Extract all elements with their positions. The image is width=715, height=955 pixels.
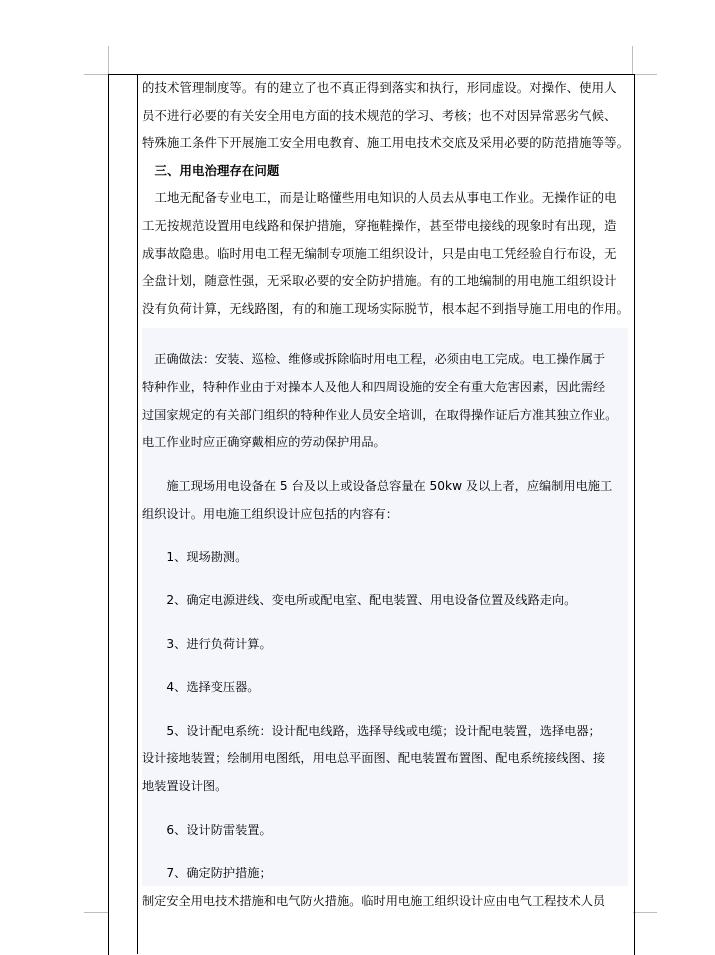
correct-practice-line: 正确做法：安装、巡检、维修或拆除临时用电工程，必须由电工完成。电工操作属于 <box>142 352 606 366</box>
list-item: 6、设计防雷装置。 <box>142 822 272 837</box>
problem-line: 工无按规范设置用电线路和保护措施，穿拖鞋操作，甚至带电接线的现象时有出现，造 <box>142 217 617 233</box>
intro-line: 员不进行必要的有关安全用电方面的技术规范的学习、考核；也不对因异常恶劣气候、 <box>142 107 617 123</box>
problem-line: 全盘计划，随意性强，无采取必要的安全防护措施。有的工地编制的用电施工组织设计 <box>142 273 617 289</box>
list-item: 7、确定防护措施； <box>142 865 272 880</box>
crop-mark-top-right-h <box>633 74 657 75</box>
document-body-upper <box>142 74 630 322</box>
list-item: 2、确定电源进线、变电所或配电室、配电装置、用电设备位置及线路走向。 <box>142 593 577 608</box>
table-column-divider <box>137 74 138 954</box>
crop-mark-top-left-h <box>84 74 108 75</box>
crop-mark-bottom-left-h <box>84 912 108 913</box>
section-heading: 三、用电治理存在问题 <box>142 162 280 178</box>
intro-line: 特殊施工条件下开展施工安全用电教育、施工用电技术交底及采用必要的防范措施等等。 <box>142 135 630 151</box>
correct-practice-line: 特种作业，特种作业由于对操本人及他人和四周设施的安全有重大危害因素，因此需经 <box>142 379 606 394</box>
closing-line: 制定安全用电技术措施和电气防火措施。临时用电施工组织设计应由电气工程技术人员 <box>142 894 606 908</box>
list-item-continuation: 设计接地装置；绘制用电图纸，用电总平面图、配电装置布置图、配电系统接线图、接 <box>142 751 606 766</box>
document-body-lower <box>142 346 630 888</box>
problem-line: 没有负荷计算，无线路图，有的和施工现场实际脱节，根本起不到指导施工用电的作用。 <box>142 300 630 316</box>
list-item-continuation: 地装置设计图。 <box>142 779 228 794</box>
list-item: 3、进行负荷计算。 <box>142 636 272 651</box>
correct-practice-line: 过国家规定的有关部门组织的特种作业人员安全培训，在取得操作证后方准其独立作业。 <box>142 407 618 422</box>
problem-line: 工地无配备专业电工，而是让略懂些用电知识的人员去从事电工作业。无操作证的电 <box>142 190 617 206</box>
crop-mark-top-right-v <box>632 46 633 74</box>
list-item: 5、设计配电系统：设计配电线路，选择导线或电缆；设计配电装置，选择电器； <box>142 723 601 738</box>
list-item: 4、选择变压器。 <box>142 680 260 695</box>
intro-line: 的技术管理制度等。有的建立了也不真正得到落实和执行，形同虚设。对操作、使用人 <box>142 80 617 95</box>
design-requirement-line: 施工现场用电设备在 5 台及以上或设备总容量在 50kw 及以上者，应编制用电施工 <box>142 478 613 493</box>
problem-line: 成事故隐患。临时用电工程无编制专项施工组织设计，只是由电工凭经验自行布设，无 <box>142 245 617 261</box>
list-item: 1、现场勘测。 <box>142 549 248 564</box>
correct-practice-line: 电工作业时应正确穿戴相应的劳动保护用品。 <box>142 435 386 450</box>
crop-mark-top-left-v <box>108 46 109 74</box>
crop-mark-bottom-right-h <box>633 912 657 913</box>
design-requirement-line: 组织设计。用电施工组织设计应包括的内容有： <box>142 506 398 521</box>
